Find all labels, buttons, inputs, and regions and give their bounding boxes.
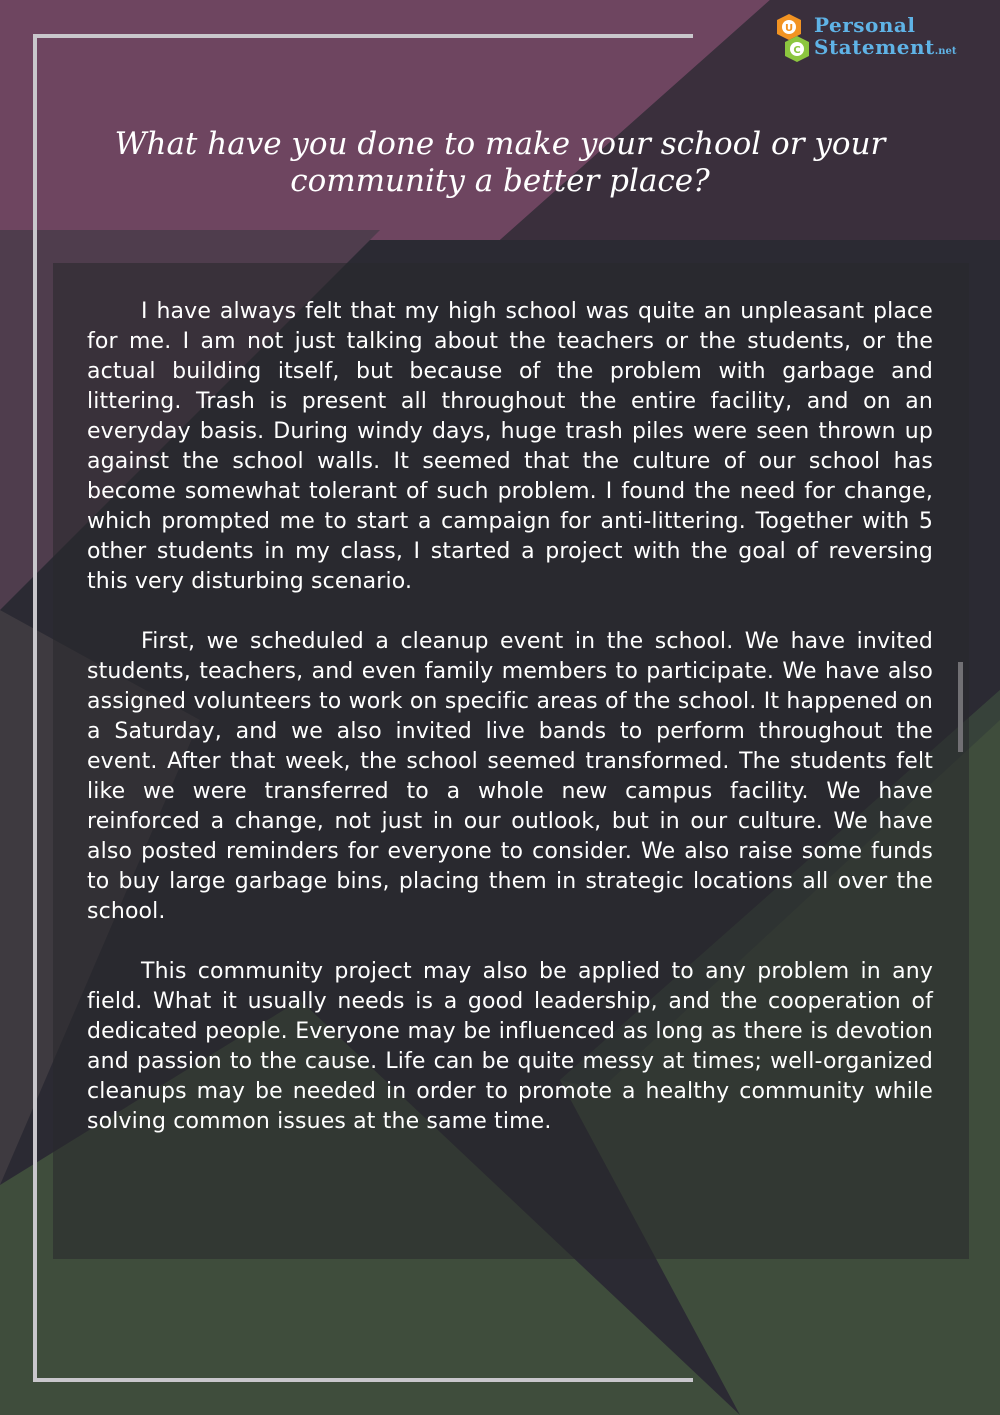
- essay-paragraph-3: This community project may also be applied to any problem in any field. What it usually needs is a good leadership, and the cooperation of dedicated people. Everyone may be influenced as long as there is devotion and passion to the cause. Life can be quite messy at times; well-organized cleanups may be needed in order to promote a healthy community while solving common issues at the same time.: [87, 959, 933, 1134]
- badge-letter-top: U: [784, 23, 794, 34]
- brand-suffix: .net: [934, 46, 957, 57]
- brand-line-1: Personal: [814, 13, 916, 37]
- brand-line-2-main: Statement: [814, 35, 935, 59]
- badge-letter-bottom: C: [793, 45, 801, 56]
- essay-body: [87, 297, 933, 1167]
- essay-paragraph-1: I have always felt that my high school was quite an unpleasant place for me. I am not just talking about the teachers or the students, or the actual building itself, but because of the problem with garbage and littering. Trash is present all throughout the entire facility, and on an everyday basis. During windy days, huge trash piles were seen thrown up against the school walls. It seemed that the culture of our school has become somewhat tolerant of such problem. I found the need for change, which prompted me to start a campaign for anti-littering. Together with 5 other students in my class, I started a project with the goal of reversing this very disturbing scenario.: [87, 299, 933, 594]
- essay-paragraph-2: First, we scheduled a cleanup event in the school. We have invited students, teachers, and even family members to participate. We have also assigned volunteers to work on specific areas of the school. It happened on a Saturday, and we also invited live bands to perform throughout the event. After that week, the school seemed transformed. The students felt like we were transferred to a whole new campus facility. We have reinforced a change, not just in our outlook, but in our culture. We have also posted reminders for everyone to consider. We also raise some funds to buy large garbage bins, placing them in strategic locations all over the school.: [87, 629, 933, 924]
- brand-line-2: [814, 36, 957, 63]
- brand-logo-text: [814, 14, 957, 63]
- essay-title: What have you done to make your school or your community a better place?: [114, 126, 886, 199]
